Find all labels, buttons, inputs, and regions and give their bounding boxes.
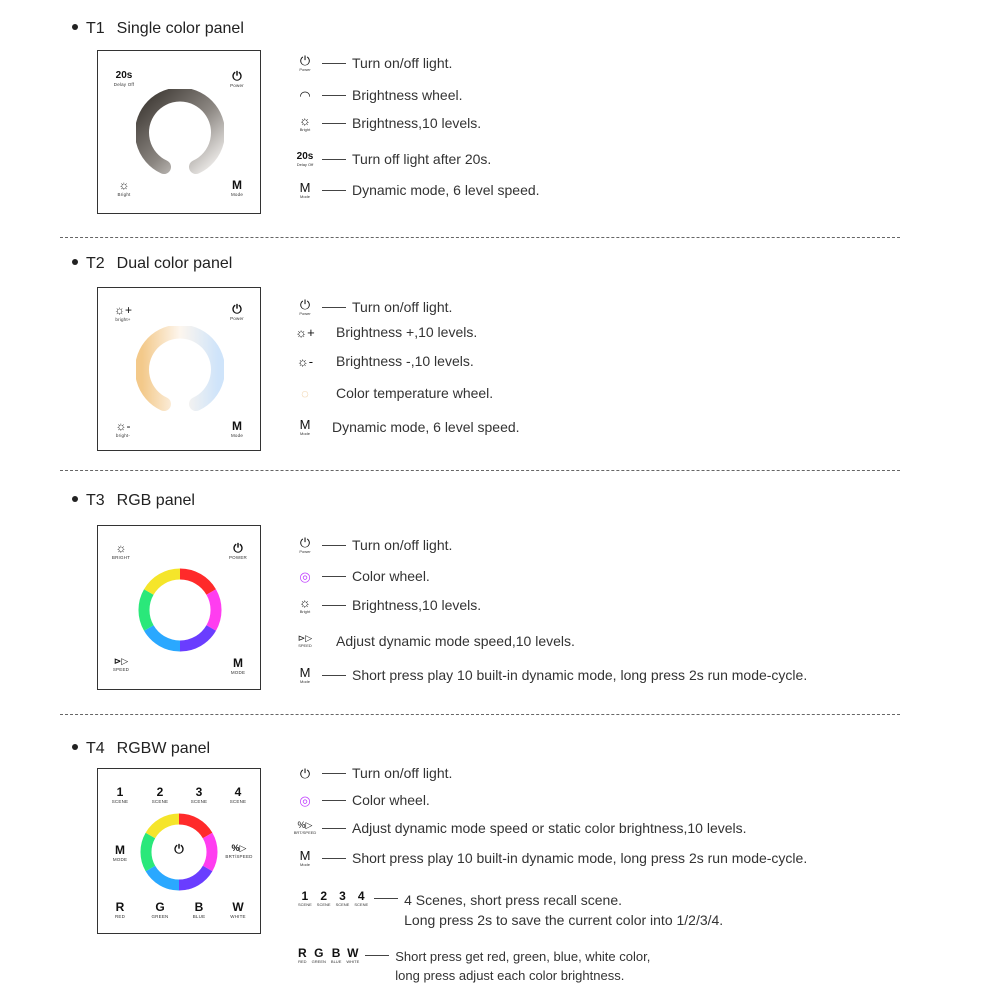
sun-icon: ☼+ <box>113 303 132 317</box>
color-temperature-wheel[interactable] <box>136 326 224 414</box>
legend-row-color-wheel: ◎ Color wheel. <box>299 792 430 808</box>
power-button[interactable]: ⏻ Power <box>225 70 249 89</box>
speed-icon: ⊳▷ <box>297 633 313 643</box>
scene-2-button[interactable]: 2 SCENE <box>151 785 169 804</box>
brt-speed-button[interactable]: %▷ BRT/SPEED <box>223 844 255 860</box>
panel-t3 <box>97 525 261 690</box>
power-icon: ⏻ <box>299 765 311 781</box>
power-icon: ⏻ <box>174 842 184 856</box>
legend-row-brightness-minus: ☼- Brightness -,10 levels. <box>296 353 474 369</box>
color-code: R RED <box>298 946 307 964</box>
mode-button[interactable]: M MODE <box>230 656 246 675</box>
legend-row-delay: 20s Delay Off Turn off light after 20s. <box>296 150 492 167</box>
brightness-wheel[interactable] <box>136 89 224 177</box>
legend-row-power: ⏻ Power Turn on/off light. <box>299 297 453 316</box>
mode-button[interactable]: M MODE <box>112 843 128 862</box>
color-code: B BLUE <box>330 946 342 964</box>
sun-icon: ☼- <box>115 419 131 433</box>
power-icon: ⏻ <box>299 297 311 312</box>
bullet-icon <box>72 744 78 750</box>
panel-t1 <box>97 50 261 214</box>
speed-button[interactable]: ⊳▷ SPEED <box>106 657 136 673</box>
bright-button[interactable]: ☼ Bright <box>112 179 136 198</box>
color-code: W WHITE <box>346 946 360 964</box>
legend-row-color-temp: ◌ Color temperature wheel. <box>301 385 494 401</box>
blue-button[interactable]: B BLUE <box>192 900 206 919</box>
legend-row-power: ⏻ Power Turn on/off light. <box>299 535 453 554</box>
scene-code: 4 SCENE <box>354 889 369 907</box>
legend-row-speed: ⊳▷ SPEED Adjust dynamic mode speed,10 levels. <box>297 633 575 649</box>
scene-1-button[interactable]: 1 SCENE <box>111 785 129 804</box>
sun-icon: ☼ <box>299 113 311 128</box>
scene-code: 2 SCENE <box>316 889 331 907</box>
legend-row-mode: M Mode Short press play 10 built-in dynamic mode, long press 2s run mode-cycle. <box>299 665 808 684</box>
delay-off-button[interactable]: 20s Delay Off <box>113 70 135 87</box>
legend-row-brightness: ☼ Bright Brightness,10 levels. <box>299 595 482 614</box>
bullet-icon <box>72 24 78 30</box>
sun-icon: ☼ <box>118 178 130 192</box>
sun-icon: ☼ <box>299 595 311 610</box>
legend-row-colors <box>298 947 650 985</box>
section-divider <box>60 714 900 715</box>
section-title-t3: T3 RGB panel <box>72 492 195 510</box>
color-wheel-icon: ◎ <box>299 568 311 584</box>
scene-code: 3 SCENE <box>335 889 350 907</box>
speed-icon: %▷ <box>297 820 313 830</box>
legend-row-brightness-wheel: ◠ Brightness wheel. <box>299 87 463 103</box>
power-icon: ⏻ <box>232 69 242 83</box>
legend-row-mode: M Mode Short press play 10 built-in dynamic mode, long press 2s run mode-cycle. <box>299 848 808 867</box>
green-button[interactable]: G GREEN <box>151 900 169 919</box>
scene-legend-text: 4 Scenes, short press recall scene. Long press 2s to save the current color into 1/2/3/4. <box>404 892 724 928</box>
speed-icon: ⊳▷ <box>113 656 129 666</box>
bright-minus-button[interactable]: ☼- bright- <box>110 420 136 439</box>
power-button[interactable]: ⏻ POWER <box>223 542 253 561</box>
section-title-t1: T1 Single color panel <box>72 20 244 38</box>
bright-button[interactable]: ☼ BRIGHT <box>106 542 136 561</box>
panel-t4 <box>97 768 261 934</box>
power-icon: ⏻ <box>299 535 311 550</box>
legend-row-brt-speed: %▷ BRT/SPEED Adjust dynamic mode speed or static color brightness,10 levels. <box>293 820 747 836</box>
bullet-icon <box>72 259 78 265</box>
arc-icon: ◠ <box>299 87 311 103</box>
legend-row-color-wheel: ◎ Color wheel. <box>299 568 430 584</box>
section-divider <box>60 237 900 238</box>
scene-4-button[interactable]: 4 SCENE <box>229 785 247 804</box>
sun-minus-icon: ☼- <box>296 353 314 369</box>
power-button[interactable] <box>169 843 189 855</box>
sun-icon: ☼ <box>115 541 127 555</box>
power-button[interactable]: ⏻ Power <box>225 303 249 322</box>
bright-plus-button[interactable]: ☼+ bright+ <box>110 304 136 323</box>
legend-row-brightness-plus: ☼+ Brightness +,10 levels. <box>295 324 478 340</box>
white-button[interactable]: W WHITE <box>230 900 246 919</box>
color-temp-wheel-icon: ◌ <box>301 385 309 401</box>
section-title-t2: T2 Dual color panel <box>72 255 232 273</box>
legend-row-brightness: ☼ Bright Brightness,10 levels. <box>299 113 482 132</box>
section-divider <box>60 470 900 471</box>
mode-button[interactable]: M Mode <box>230 178 244 197</box>
scene-code: 1 SCENE <box>298 889 312 907</box>
color-code: G GREEN <box>311 946 326 964</box>
power-icon: ⏻ <box>232 302 242 316</box>
red-button[interactable]: R RED <box>114 900 126 919</box>
rgb-color-wheel[interactable] <box>138 568 222 652</box>
bullet-icon <box>72 496 78 502</box>
scene-3-button[interactable]: 3 SCENE <box>190 785 208 804</box>
legend-row-mode: M Mode Dynamic mode, 6 level speed. <box>299 180 540 199</box>
legend-row-power: ⏻ Turn on/off light. <box>299 765 453 781</box>
legend-row-power: ⏻ Power Turn on/off light. <box>299 53 453 72</box>
color-wheel-icon: ◎ <box>299 792 311 808</box>
legend-row-scenes <box>298 890 723 930</box>
panel-t2 <box>97 287 261 451</box>
speed-icon: %▷ <box>231 843 247 853</box>
mode-button[interactable]: M Mode <box>230 419 244 438</box>
sun-plus-icon: ☼+ <box>295 324 315 340</box>
power-icon: ⏻ <box>233 541 243 555</box>
section-title-t4: T4 RGBW panel <box>72 740 210 758</box>
power-icon: ⏻ <box>299 53 311 68</box>
color-legend-text: Short press get red, green, blue, white color, long press adjust each color brightness. <box>395 949 651 983</box>
legend-row-mode: M Mode Dynamic mode, 6 level speed. <box>299 417 520 436</box>
